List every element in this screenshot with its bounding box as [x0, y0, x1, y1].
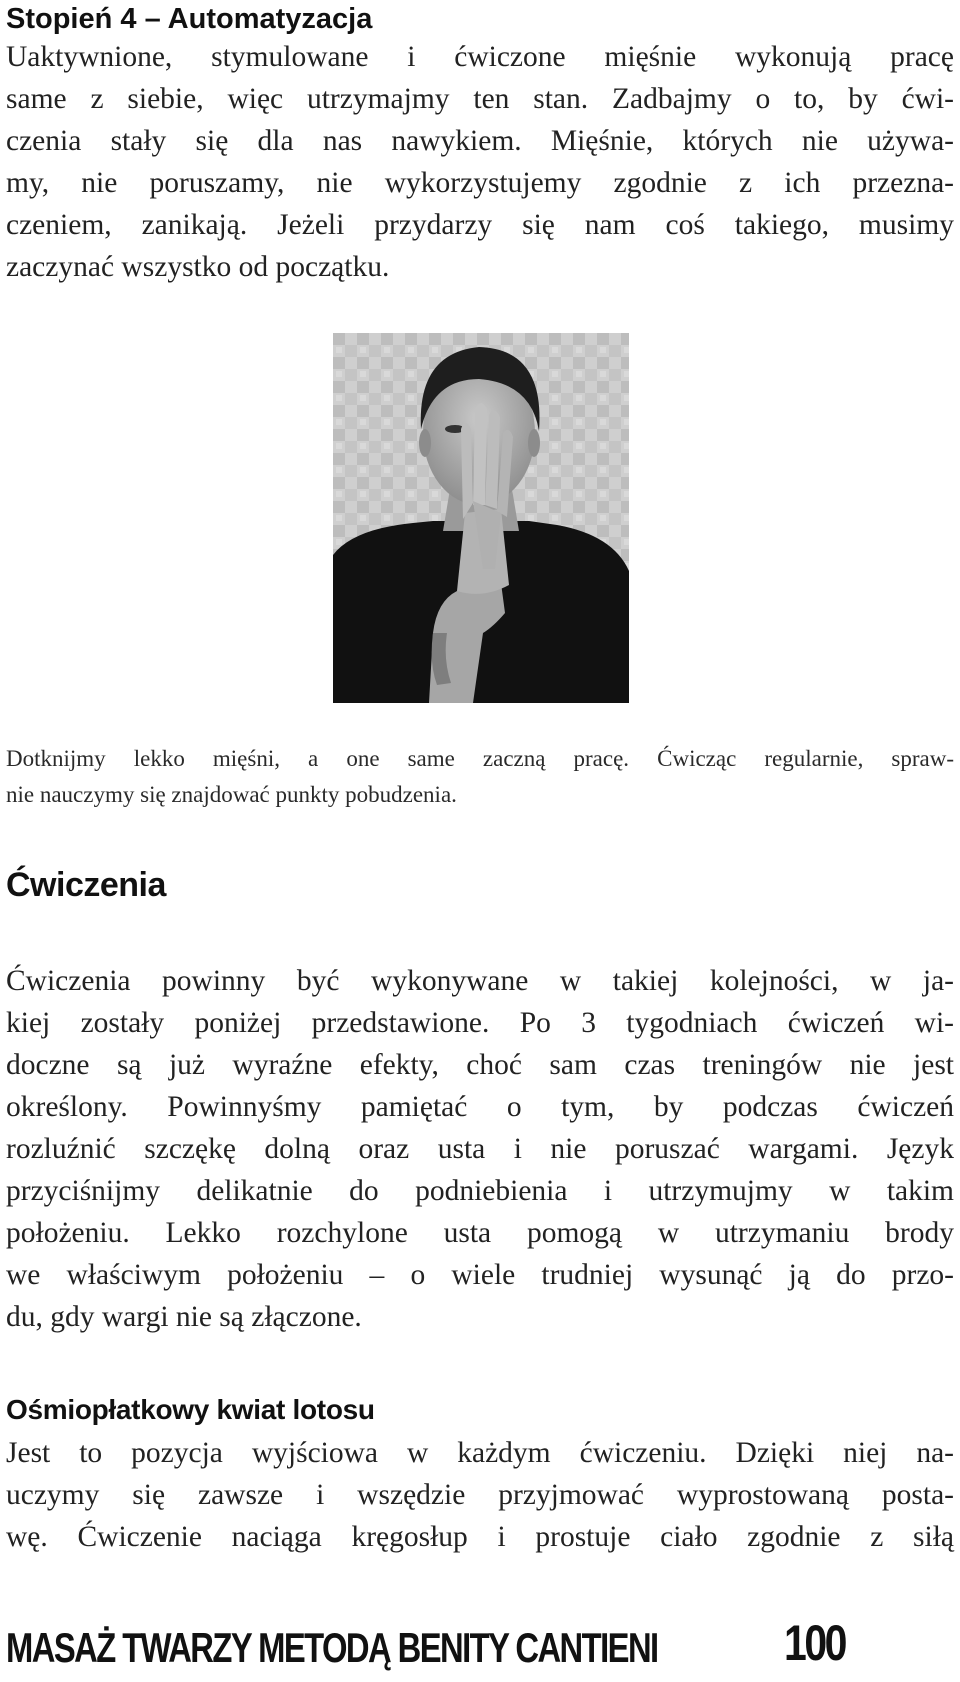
- face-massage-photo: [333, 333, 629, 703]
- text-line: określony. Powinnyśmy pamiętać o tym, by podczas ćwiczeń: [6, 1091, 954, 1123]
- text-line: Ćwiczenia powinny być wykonywane w takiej kolejności, w ja-: [6, 965, 954, 997]
- subsection-heading: Ośmiopłatkowy kwiat lotosu: [6, 1394, 375, 1425]
- photo-caption: [6, 741, 954, 813]
- text-line: Uaktywnione, stymulowane i ćwiczone mięśnie wykonują pracę: [6, 41, 954, 73]
- text-line: my, nie poruszamy, nie wykorzystujemy zgodnie z ich przezna-: [6, 167, 954, 199]
- intro-paragraph: [6, 36, 954, 288]
- caption-line: nie nauczymy się znajdować punkty pobudzenia.: [6, 782, 457, 807]
- step-heading: Stopień 4 – Automatyzacja: [6, 3, 373, 35]
- text-line: zaczynać wszystko od początku.: [6, 251, 390, 283]
- exercises-paragraph: [6, 960, 954, 1338]
- text-line: uczymy się zawsze i wszędzie przyjmować wyprostowaną posta-: [6, 1479, 954, 1511]
- page-number: 100: [784, 1615, 846, 1671]
- caption-line: Dotknijmy lekko mięśni, a one same zaczną pracę. Ćwicząc regularnie, spraw-: [6, 746, 954, 771]
- text-line: doczne są już wyraźne efekty, choć sam czas treningów nie jest: [6, 1049, 954, 1081]
- text-line: same z siebie, więc utrzymajmy ten stan. Zadbajmy o to, by ćwi-: [6, 83, 954, 115]
- text-line: Jest to pozycja wyjściowa w każdym ćwiczeniu. Dzięki niej na-: [6, 1437, 954, 1469]
- text-line: czeniem, zanikają. Jeżeli przydarzy się nam coś takiego, musimy: [6, 209, 954, 241]
- text-line: przyciśnijmy delikatnie do podniebienia i utrzymujmy w takim: [6, 1175, 954, 1207]
- text-line: rozluźnić szczękę dolną oraz usta i nie poruszać wargami. Język: [6, 1133, 954, 1165]
- text-line: czenia stały się dla nas nawykiem. Mięśnie, których nie używa-: [6, 125, 954, 157]
- section-heading: Ćwiczenia: [6, 866, 166, 904]
- text-line: położeniu. Lekko rozchylone usta pomogą w utrzymaniu brody: [6, 1217, 954, 1249]
- lotus-paragraph: [6, 1432, 954, 1558]
- running-footer-title: MASAŻ TWARZY METODĄ BENITY CANTIENI: [6, 1624, 658, 1671]
- text-line: du, gdy wargi nie są złączone.: [6, 1301, 362, 1333]
- text-line: kiej zostały poniżej przedstawione. Po 3 tygodniach ćwiczeń wi-: [6, 1007, 954, 1039]
- text-line: wę. Ćwiczenie naciąga kręgosłup i prostuje ciało zgodnie z siłą: [6, 1521, 954, 1553]
- text-line: we właściwym położeniu – o wiele trudniej wysunąć ją do przo-: [6, 1259, 954, 1291]
